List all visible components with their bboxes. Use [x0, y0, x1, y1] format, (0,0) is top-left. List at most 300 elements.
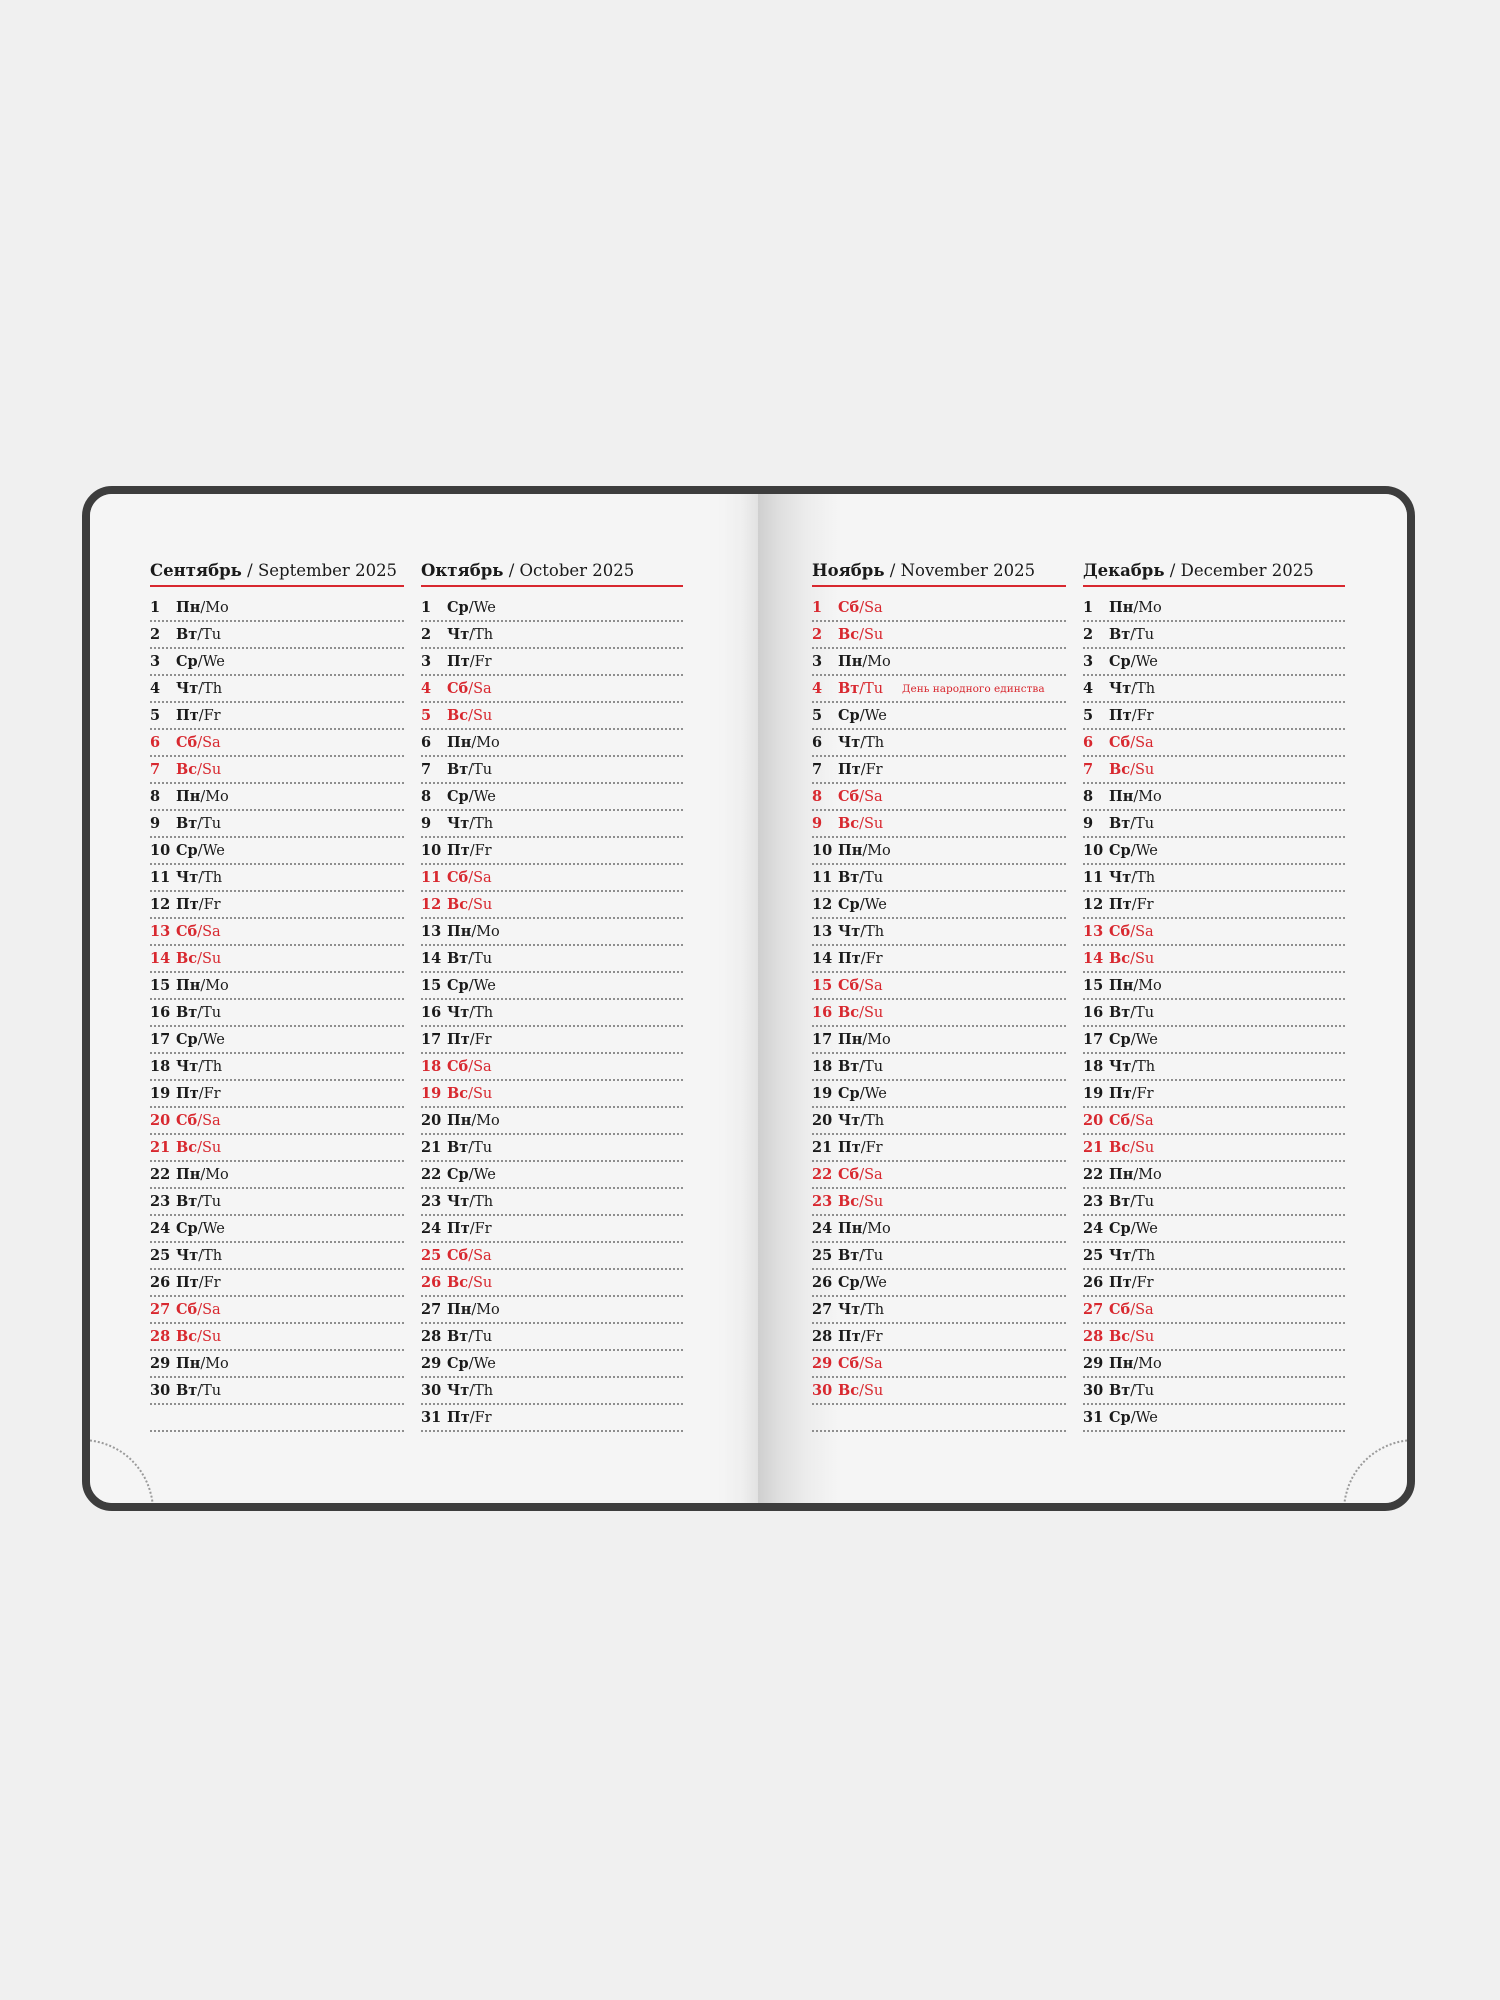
day-number: 4 — [1083, 680, 1094, 697]
day-row: 17 Пн/Mo — [812, 1027, 1066, 1054]
day-number: 11 — [1083, 869, 1104, 886]
weekday-ru: Вт — [447, 1139, 469, 1156]
weekday-en: Th — [1136, 681, 1156, 697]
day-row: 22 Ср/We — [421, 1162, 683, 1189]
day-number: 30 — [812, 1382, 833, 1399]
day-number: 21 — [421, 1139, 442, 1156]
weekday-ru: Пт — [447, 1031, 470, 1048]
weekday-en: Tu — [1135, 1194, 1155, 1210]
weekday-en: Th — [865, 1302, 885, 1318]
weekday-en: Fr — [474, 1221, 492, 1237]
weekday-ru: Ср — [176, 842, 198, 859]
day-row: 29 Ср/We — [421, 1351, 683, 1378]
weekday-en: Sa — [202, 924, 221, 940]
weekday-en: Su — [472, 708, 493, 724]
day-number: 10 — [150, 842, 171, 859]
weekday-en: Th — [474, 627, 494, 643]
day-number: 9 — [812, 815, 823, 832]
day-row: 17 Ср/We — [1083, 1027, 1345, 1054]
day-number: 27 — [421, 1301, 442, 1318]
weekday-ru: Ср — [838, 707, 860, 724]
day-row: 20 Пн/Mo — [421, 1108, 683, 1135]
weekday-ru: Сб — [176, 1112, 198, 1129]
day-row: 7 Вт/Tu — [421, 757, 683, 784]
weekday-ru: Чт — [838, 734, 861, 751]
day-row: 30 Чт/Th — [421, 1378, 683, 1405]
weekday-ru: Вс — [176, 1139, 198, 1156]
weekday-ru: Пн — [447, 1112, 472, 1129]
weekday-ru: Чт — [447, 1193, 470, 1210]
day-number: 5 — [1083, 707, 1094, 724]
day-row: 14 Пт/Fr — [812, 946, 1066, 973]
weekday-en: Su — [863, 1194, 884, 1210]
day-row: 9 Вт/Tu — [150, 811, 404, 838]
day-row: 14 Вт/Tu — [421, 946, 683, 973]
day-number: 2 — [421, 626, 432, 643]
day-row: 6 Сб/Sa — [150, 730, 404, 757]
day-number: 26 — [812, 1274, 833, 1291]
weekday-ru: Вс — [176, 950, 198, 967]
day-number: 2 — [150, 626, 161, 643]
day-number: 19 — [421, 1085, 442, 1102]
weekday-en: Mo — [476, 735, 500, 751]
day-row: 12 Пт/Fr — [1083, 892, 1345, 919]
day-list — [1083, 595, 1345, 1432]
weekday-ru: Сб — [447, 680, 469, 697]
weekday-en: Th — [203, 681, 223, 697]
day-number: 19 — [812, 1085, 833, 1102]
weekday-ru: Чт — [1109, 680, 1132, 697]
day-number: 16 — [812, 1004, 833, 1021]
weekday-ru: Вс — [447, 1274, 469, 1291]
month-title: Сентябрь / September 2025 — [150, 560, 404, 587]
weekday-en: Th — [1136, 1248, 1156, 1264]
weekday-en: Su — [201, 1140, 222, 1156]
day-row: 2 Вт/Tu — [150, 622, 404, 649]
weekday-ru: Вт — [176, 1193, 198, 1210]
day-row: 16 Вт/Tu — [150, 1000, 404, 1027]
day-row: 15 Сб/Sa — [812, 973, 1066, 1000]
day-number: 13 — [812, 923, 833, 940]
day-row: 1 Пн/Mo — [1083, 595, 1345, 622]
day-row: 12 Ср/We — [812, 892, 1066, 919]
day-number: 1 — [150, 599, 161, 616]
weekday-en: Fr — [1136, 1086, 1154, 1102]
day-number: 26 — [150, 1274, 171, 1291]
day-number: 16 — [421, 1004, 442, 1021]
weekday-ru: Вт — [176, 626, 198, 643]
weekday-ru: Вт — [1109, 1382, 1131, 1399]
day-number: 25 — [1083, 1247, 1104, 1264]
day-row: 11 Сб/Sa — [421, 865, 683, 892]
weekday-ru: Чт — [176, 1247, 199, 1264]
weekday-en: Su — [863, 1005, 884, 1021]
weekday-ru: Чт — [176, 680, 199, 697]
weekday-en: We — [864, 1086, 887, 1102]
planner-spread — [82, 486, 1415, 1511]
day-row: 22 Пн/Mo — [1083, 1162, 1345, 1189]
day-row: 8 Ср/We — [421, 784, 683, 811]
month-october — [421, 560, 683, 1432]
day-number: 31 — [421, 1409, 442, 1426]
day-row: 4 Сб/Sa — [421, 676, 683, 703]
day-number: 30 — [1083, 1382, 1104, 1399]
weekday-ru: Чт — [1109, 1247, 1132, 1264]
weekday-ru: Ср — [1109, 1220, 1131, 1237]
weekday-ru: Сб — [447, 869, 469, 886]
weekday-ru: Пн — [1109, 1355, 1134, 1372]
day-number: 15 — [812, 977, 833, 994]
day-number: 9 — [421, 815, 432, 832]
weekday-en: Th — [474, 1005, 494, 1021]
weekday-en: Mo — [867, 654, 891, 670]
day-number: 16 — [150, 1004, 171, 1021]
weekday-en: Mo — [205, 1356, 229, 1372]
day-row: 19 Ср/We — [812, 1081, 1066, 1108]
weekday-ru: Вт — [838, 680, 860, 697]
day-number: 29 — [150, 1355, 171, 1372]
weekday-ru: Вт — [176, 1382, 198, 1399]
weekday-en: Th — [203, 870, 223, 886]
weekday-en: Mo — [1138, 789, 1162, 805]
day-number: 2 — [1083, 626, 1094, 643]
day-number: 29 — [812, 1355, 833, 1372]
day-number: 21 — [1083, 1139, 1104, 1156]
weekday-en: Tu — [1135, 1383, 1155, 1399]
weekday-ru: Вс — [176, 761, 198, 778]
day-row: 29 Пн/Mo — [1083, 1351, 1345, 1378]
day-list — [812, 595, 1066, 1432]
weekday-ru: Ср — [176, 1220, 198, 1237]
weekday-en: We — [202, 843, 225, 859]
weekday-ru: Вс — [1109, 1139, 1131, 1156]
weekday-en: Tu — [864, 1248, 884, 1264]
weekday-en: Th — [474, 1383, 494, 1399]
weekday-en: Su — [1134, 951, 1155, 967]
day-row: 12 Пт/Fr — [150, 892, 404, 919]
day-number: 15 — [421, 977, 442, 994]
day-number: 11 — [812, 869, 833, 886]
day-number: 18 — [421, 1058, 442, 1075]
weekday-en: Sa — [1135, 1113, 1154, 1129]
weekday-ru: Ср — [838, 896, 860, 913]
weekday-ru: Вт — [838, 1058, 860, 1075]
day-row: 18 Чт/Th — [1083, 1054, 1345, 1081]
day-row: 19 Пт/Fr — [1083, 1081, 1345, 1108]
weekday-ru: Чт — [447, 1382, 470, 1399]
weekday-en: Fr — [865, 1140, 883, 1156]
day-number: 22 — [812, 1166, 833, 1183]
day-number: 3 — [1083, 653, 1094, 670]
weekday-ru: Пт — [176, 1085, 199, 1102]
weekday-ru: Чт — [1109, 1058, 1132, 1075]
day-row: 25 Чт/Th — [150, 1243, 404, 1270]
day-row: 13 Сб/Sa — [1083, 919, 1345, 946]
day-row: 25 Сб/Sa — [421, 1243, 683, 1270]
weekday-en: Fr — [1136, 897, 1154, 913]
weekday-en: Sa — [1135, 1302, 1154, 1318]
weekday-en: Th — [865, 1113, 885, 1129]
weekday-en: Tu — [202, 1383, 222, 1399]
weekday-ru: Ср — [447, 1166, 469, 1183]
weekday-ru: Пн — [176, 788, 201, 805]
weekday-en: Th — [203, 1248, 223, 1264]
day-row: 15 Ср/We — [421, 973, 683, 1000]
weekday-ru: Ср — [838, 1085, 860, 1102]
day-number: 12 — [150, 896, 171, 913]
weekday-ru: Пн — [176, 1355, 201, 1372]
day-number: 8 — [1083, 788, 1094, 805]
day-row: 18 Вт/Tu — [812, 1054, 1066, 1081]
day-number: 10 — [812, 842, 833, 859]
day-number: 29 — [1083, 1355, 1104, 1372]
day-row: 23 Вт/Tu — [1083, 1189, 1345, 1216]
weekday-en: We — [864, 708, 887, 724]
day-row: 19 Пт/Fr — [150, 1081, 404, 1108]
day-number: 13 — [421, 923, 442, 940]
day-number: 17 — [1083, 1031, 1104, 1048]
weekday-ru: Ср — [176, 1031, 198, 1048]
weekday-en: Tu — [473, 1329, 493, 1345]
weekday-ru: Сб — [838, 788, 860, 805]
weekday-ru: Сб — [1109, 734, 1131, 751]
weekday-ru: Чт — [176, 1058, 199, 1075]
spine-shadow-left — [718, 494, 758, 1503]
weekday-en: Tu — [1135, 816, 1155, 832]
day-number: 28 — [1083, 1328, 1104, 1345]
weekday-en: Su — [472, 897, 493, 913]
weekday-ru: Вт — [1109, 1193, 1131, 1210]
weekday-en: Mo — [867, 843, 891, 859]
weekday-ru: Вт — [838, 869, 860, 886]
day-number: 30 — [150, 1382, 171, 1399]
day-row: 13 Сб/Sa — [150, 919, 404, 946]
weekday-ru: Вт — [1109, 626, 1131, 643]
day-row: 16 Вс/Su — [812, 1000, 1066, 1027]
day-number: 27 — [150, 1301, 171, 1318]
day-row: 8 Пн/Mo — [1083, 784, 1345, 811]
day-row: 18 Чт/Th — [150, 1054, 404, 1081]
month-november — [812, 560, 1066, 1432]
weekday-ru: Вс — [838, 1382, 860, 1399]
day-row: 5 Пт/Fr — [150, 703, 404, 730]
weekday-ru: Сб — [1109, 923, 1131, 940]
weekday-ru: Пт — [838, 761, 861, 778]
day-number: 23 — [1083, 1193, 1104, 1210]
day-number: 7 — [150, 761, 161, 778]
day-number: 17 — [812, 1031, 833, 1048]
weekday-ru: Вс — [838, 815, 860, 832]
weekday-en: Th — [865, 735, 885, 751]
weekday-ru: Ср — [447, 977, 469, 994]
day-number: 11 — [421, 869, 442, 886]
weekday-en: We — [1135, 843, 1158, 859]
weekday-ru: Пн — [176, 599, 201, 616]
day-row: 21 Вс/Su — [150, 1135, 404, 1162]
weekday-ru: Пн — [838, 1220, 863, 1237]
day-row: 1 Сб/Sa — [812, 595, 1066, 622]
weekday-ru: Пн — [838, 653, 863, 670]
weekday-en: Tu — [202, 1194, 222, 1210]
weekday-ru: Чт — [447, 1004, 470, 1021]
day-row: 24 Ср/We — [1083, 1216, 1345, 1243]
day-number: 18 — [812, 1058, 833, 1075]
day-number: 14 — [812, 950, 833, 967]
weekday-ru: Чт — [447, 626, 470, 643]
weekday-ru: Вт — [176, 815, 198, 832]
day-number: 28 — [421, 1328, 442, 1345]
day-row: 29 Сб/Sa — [812, 1351, 1066, 1378]
weekday-en: Fr — [474, 654, 492, 670]
day-row: 8 Пн/Mo — [150, 784, 404, 811]
day-row: 14 Вс/Su — [1083, 946, 1345, 973]
day-number: 23 — [812, 1193, 833, 1210]
day-row: 24 Пт/Fr — [421, 1216, 683, 1243]
day-number: 24 — [421, 1220, 442, 1237]
weekday-ru: Чт — [838, 1112, 861, 1129]
weekday-en: Fr — [865, 951, 883, 967]
day-number: 10 — [1083, 842, 1104, 859]
weekday-ru: Вс — [838, 626, 860, 643]
day-number: 15 — [1083, 977, 1104, 994]
day-row: 9 Вс/Su — [812, 811, 1066, 838]
weekday-en: Su — [201, 762, 222, 778]
day-number: 12 — [1083, 896, 1104, 913]
day-row: 20 Сб/Sa — [150, 1108, 404, 1135]
weekday-ru: Пн — [1109, 788, 1134, 805]
weekday-en: Th — [474, 816, 494, 832]
day-number: 26 — [1083, 1274, 1104, 1291]
day-row: 30 Вс/Su — [812, 1378, 1066, 1405]
weekday-en: Mo — [205, 789, 229, 805]
day-number: 8 — [812, 788, 823, 805]
day-row: 7 Вс/Su — [150, 757, 404, 784]
day-number: 4 — [812, 680, 823, 697]
day-row: 3 Пн/Mo — [812, 649, 1066, 676]
weekday-en: Sa — [1135, 924, 1154, 940]
weekday-ru: Ср — [447, 788, 469, 805]
day-row: 23 Вс/Su — [812, 1189, 1066, 1216]
weekday-ru: Ср — [176, 653, 198, 670]
weekday-en: Su — [472, 1275, 493, 1291]
day-row: 23 Чт/Th — [421, 1189, 683, 1216]
day-number: 17 — [421, 1031, 442, 1048]
day-number: 16 — [1083, 1004, 1104, 1021]
weekday-en: We — [1135, 1410, 1158, 1426]
day-row: 24 Пн/Mo — [812, 1216, 1066, 1243]
weekday-ru: Пн — [1109, 1166, 1134, 1183]
day-row: 10 Ср/We — [150, 838, 404, 865]
day-row: 27 Сб/Sa — [1083, 1297, 1345, 1324]
weekday-ru: Вс — [447, 1085, 469, 1102]
weekday-en: Mo — [205, 1167, 229, 1183]
weekday-en: Mo — [205, 978, 229, 994]
month-title: Ноябрь / November 2025 — [812, 560, 1066, 587]
weekday-ru: Пт — [838, 950, 861, 967]
weekday-ru: Ср — [1109, 1409, 1131, 1426]
day-row: 21 Вт/Tu — [421, 1135, 683, 1162]
weekday-ru: Пт — [447, 1409, 470, 1426]
day-number: 21 — [812, 1139, 833, 1156]
day-number: 9 — [150, 815, 161, 832]
weekday-en: We — [864, 1275, 887, 1291]
weekday-en: Sa — [864, 1356, 883, 1372]
weekday-ru: Вс — [447, 707, 469, 724]
weekday-ru: Чт — [838, 1301, 861, 1318]
day-row: 7 Пт/Fr — [812, 757, 1066, 784]
day-number: 18 — [150, 1058, 171, 1075]
day-number: 24 — [150, 1220, 171, 1237]
weekday-ru: Пт — [447, 653, 470, 670]
day-number: 22 — [150, 1166, 171, 1183]
day-row: 3 Ср/We — [1083, 649, 1345, 676]
day-row: 13 Пн/Mo — [421, 919, 683, 946]
day-number: 4 — [421, 680, 432, 697]
day-number: 28 — [812, 1328, 833, 1345]
weekday-ru: Вт — [838, 1247, 860, 1264]
day-number: 23 — [150, 1193, 171, 1210]
weekday-en: Sa — [202, 1302, 221, 1318]
weekday-en: We — [473, 600, 496, 616]
day-number: 7 — [1083, 761, 1094, 778]
day-number: 6 — [150, 734, 161, 751]
day-row: 27 Сб/Sa — [150, 1297, 404, 1324]
weekday-en: We — [202, 1221, 225, 1237]
day-number: 24 — [1083, 1220, 1104, 1237]
day-number: 1 — [812, 599, 823, 616]
day-number: 14 — [421, 950, 442, 967]
weekday-en: Th — [474, 1194, 494, 1210]
day-number: 2 — [812, 626, 823, 643]
weekday-en: We — [473, 1356, 496, 1372]
day-row: 28 Пт/Fr — [812, 1324, 1066, 1351]
weekday-en: Tu — [864, 870, 884, 886]
day-number: 20 — [421, 1112, 442, 1129]
day-row: 8 Сб/Sa — [812, 784, 1066, 811]
weekday-ru: Пн — [447, 923, 472, 940]
day-number: 14 — [1083, 950, 1104, 967]
day-row: 3 Ср/We — [150, 649, 404, 676]
weekday-en: Su — [863, 816, 884, 832]
weekday-ru: Сб — [447, 1058, 469, 1075]
day-row: 26 Пт/Fr — [150, 1270, 404, 1297]
day-row: 25 Чт/Th — [1083, 1243, 1345, 1270]
day-number: 3 — [150, 653, 161, 670]
day-number: 20 — [812, 1112, 833, 1129]
weekday-ru: Сб — [1109, 1301, 1131, 1318]
weekday-ru: Сб — [1109, 1112, 1131, 1129]
weekday-ru: Сб — [838, 1355, 860, 1372]
weekday-ru: Вс — [838, 1004, 860, 1021]
day-number: 31 — [1083, 1409, 1104, 1426]
weekday-en: Su — [1134, 762, 1155, 778]
weekday-en: Tu — [473, 762, 493, 778]
day-number: 15 — [150, 977, 171, 994]
day-list — [150, 595, 404, 1432]
weekday-ru: Вт — [447, 950, 469, 967]
weekday-ru: Сб — [176, 1301, 198, 1318]
weekday-en: Mo — [867, 1221, 891, 1237]
empty-row — [150, 1405, 404, 1432]
weekday-ru: Вт — [447, 761, 469, 778]
day-row: 6 Чт/Th — [812, 730, 1066, 757]
weekday-ru: Чт — [176, 869, 199, 886]
day-row: 2 Вс/Su — [812, 622, 1066, 649]
day-number: 6 — [1083, 734, 1094, 751]
weekday-ru: Пн — [176, 977, 201, 994]
weekday-en: Tu — [1135, 627, 1155, 643]
day-row: 10 Пн/Mo — [812, 838, 1066, 865]
